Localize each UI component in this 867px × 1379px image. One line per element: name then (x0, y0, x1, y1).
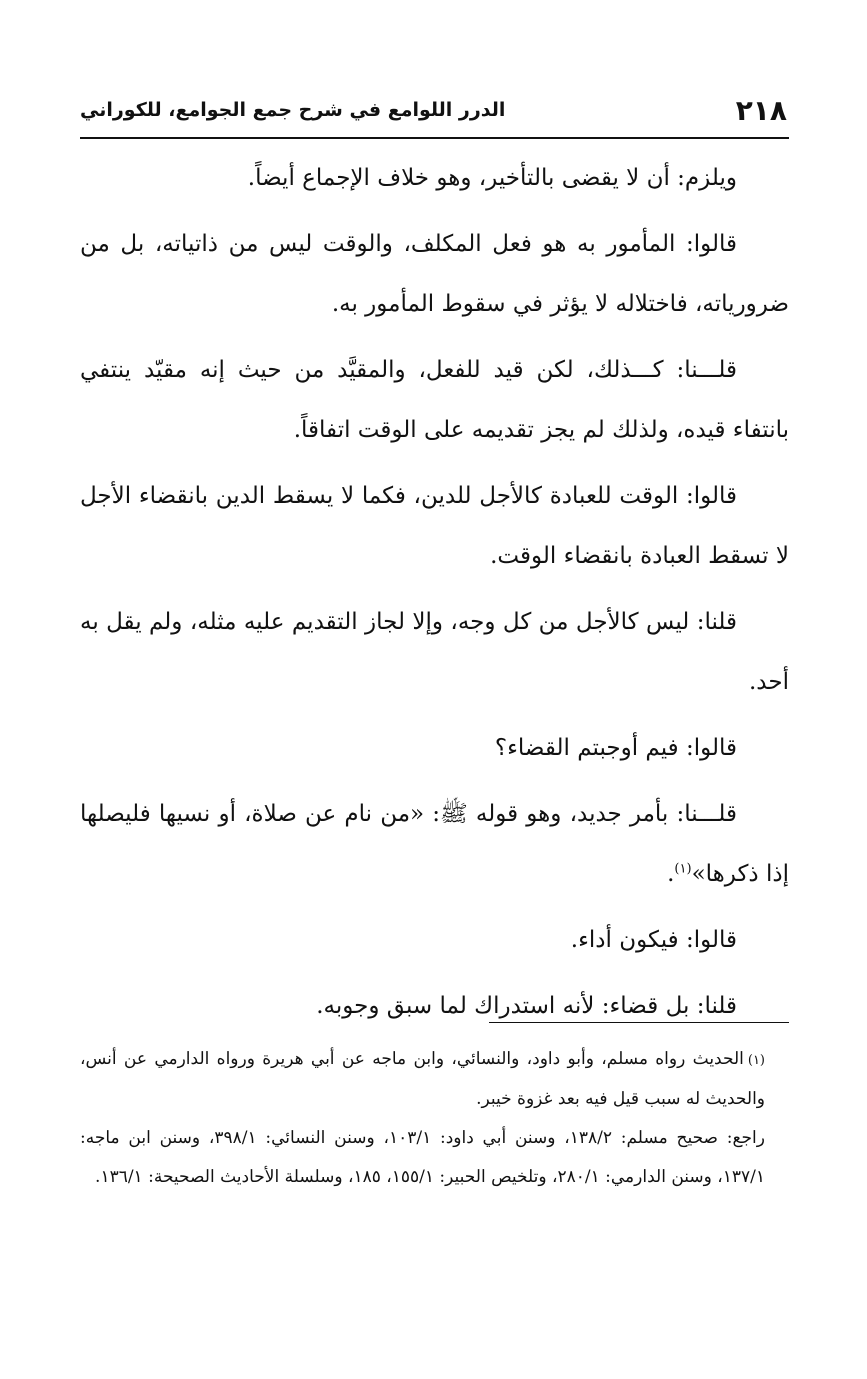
main-text (80, 148, 789, 1042)
paragraph-text: قلـــنا: بأمر جديد، وهو قوله ﷺ: «من نام عن صلاة، أو نسيها فليصلها إذا ذكرها» (80, 801, 789, 887)
footnote-1 (80, 1040, 789, 1119)
paragraph: قلنا: بل قضاء: لأنه استدراك لما سبق وجوبه. (316, 993, 737, 1019)
footnote-text: الحديث رواه مسلم، وأبو داود، والنسائي، وابن ماجه عن أبي هريرة ورواه الدارمي عن أنس، والحديث له سبب قيل فيه بعد غزوة خيبر. (80, 1049, 765, 1109)
paragraph: قالوا: المأمور به هو فعل المكلف، والوقت ليس من ذاتياته، بل من ضرورياته، فاختلاله لا يؤثر في سقوط المأمور به. (80, 231, 789, 317)
page-number: ٢١٨ (735, 93, 787, 127)
paragraph: ويلزم: أن لا يقضى بالتأخير، وهو خلاف الإجماع أيضاً. (247, 165, 737, 191)
footnote-reference[interactable]: (١) (674, 861, 692, 877)
paragraph-with-footnote: قلـــنا: بأمر جديد، وهو قوله ﷺ: «من نام عن صلاة، أو نسيها فليصلها إذا ذكرها»$^{(١)}$. (80, 801, 789, 887)
footnote-references: راجع: صحيح مسلم: ١٣٨/٢، وسنن أبي داود: ١٠٣/١، وسنن النسائي: ٣٩٨/١، وسنن ابن ماجه: ١٣٧/١، وسنن الدارمي: ٢٨٠/١، وتلخيص الحبير: ١٥٥/١، ١٨٥، وسلسلة الأحاديث الصحيحة: ١٣٦/١. (80, 1128, 765, 1187)
paragraph: قلنا: ليس كالأجل من كل وجه، وإلا لجاز التقديم عليه مثله، ولم يقل به أحد. (80, 609, 789, 695)
footnote-marker: (١) (747, 1053, 765, 1068)
header-rule (80, 137, 789, 139)
running-title: الدرر اللوامع في شرح جمع الجوامع، للكوراني (80, 99, 506, 121)
paragraph: قالوا: فيكون أداء. (570, 927, 737, 953)
paragraph: قالوا: فيم أوجبتم القضاء؟ (494, 735, 737, 761)
paragraph: قالوا: الوقت للعبادة كالأجل للدين، فكما لا يسقط الدين بانقضاء الأجل لا تسقط العبادة بانقضاء الوقت. (80, 483, 789, 569)
footnote-rule (489, 1022, 789, 1023)
footnotes (80, 1040, 789, 1197)
page-header (80, 90, 787, 130)
paragraph: قلـــنا: كـــذلك، لكن قيد للفعل، والمقيَّد من حيث إنه مقيّد ينتفي بانتفاء قيده، ولذلك لم يجز تقديمه على الوقت اتفاقاً. (80, 357, 789, 443)
